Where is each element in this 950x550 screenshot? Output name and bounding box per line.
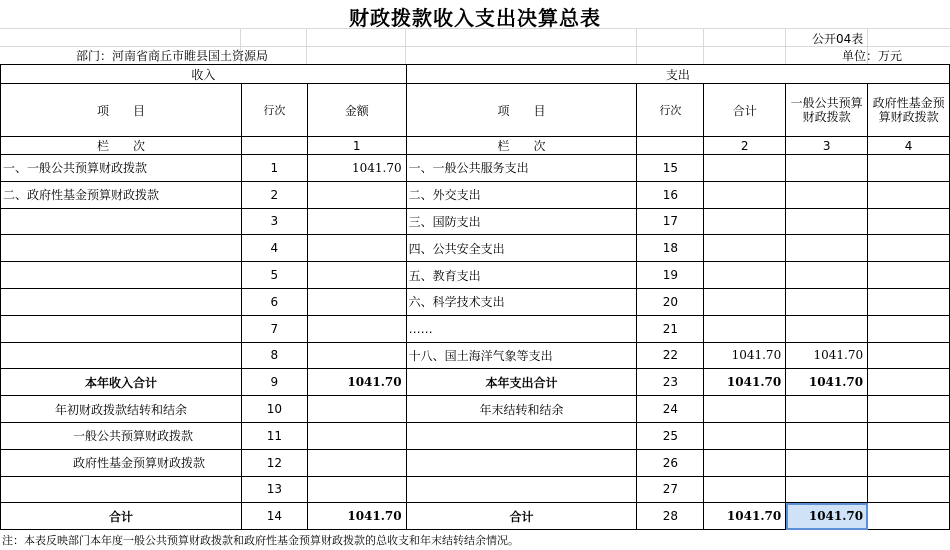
table-row — [1, 235, 950, 262]
total-amount[interactable] — [704, 155, 786, 182]
col-item-income[interactable]: 项 目 — [1, 84, 242, 137]
total-amount[interactable] — [704, 235, 786, 262]
income-item[interactable] — [1, 288, 242, 315]
footnote: 注：本表反映部门本年度一般公共预算财政拨款和政府性基金预算财政拨款的总收支和年末结转结余情况。 — [2, 534, 519, 547]
total-amount[interactable] — [704, 449, 786, 476]
income-item[interactable] — [1, 315, 242, 342]
section-header-row — [1, 65, 950, 84]
general-amount[interactable] — [786, 235, 868, 262]
page-title: 财政拨款收入支出决算总表 — [349, 6, 601, 30]
expense-item[interactable] — [406, 422, 637, 449]
general-amount[interactable] — [786, 449, 868, 476]
blank-cell[interactable] — [637, 137, 704, 155]
fund-amount[interactable] — [868, 288, 950, 315]
income-amount[interactable]: 1041.70 — [307, 369, 406, 396]
lanci-label[interactable]: 栏 次 — [406, 137, 637, 155]
general-amount[interactable] — [786, 396, 868, 423]
fund-amount[interactable] — [868, 262, 950, 289]
income-amount[interactable] — [307, 288, 406, 315]
income-line[interactable]: 12 — [241, 449, 307, 476]
blank-cell[interactable] — [241, 137, 307, 155]
fund-amount[interactable] — [868, 315, 950, 342]
income-amount[interactable] — [307, 235, 406, 262]
general-amount[interactable] — [786, 422, 868, 449]
gridline — [636, 28, 637, 64]
income-item[interactable]: 二、政府性基金预算财政拨款 — [1, 181, 242, 208]
expense-line[interactable]: 20 — [637, 288, 704, 315]
expense-item[interactable] — [406, 476, 637, 503]
fund-amount[interactable] — [868, 396, 950, 423]
income-amount[interactable] — [307, 396, 406, 423]
total-amount[interactable] — [704, 476, 786, 503]
col-amount[interactable]: 金额 — [307, 84, 406, 137]
expense-line[interactable]: 15 — [637, 155, 704, 182]
col-num-total[interactable]: 2 — [704, 137, 786, 155]
total-amount[interactable] — [704, 181, 786, 208]
income-header[interactable]: 收入 — [1, 65, 407, 84]
total-amount[interactable] — [704, 208, 786, 235]
col-num-fund[interactable]: 4 — [868, 137, 950, 155]
expense-item[interactable]: 合计 — [406, 503, 637, 530]
col-line-income[interactable]: 行次 — [241, 84, 307, 137]
total-amount[interactable]: 1041.70 — [704, 503, 786, 530]
total-amount[interactable] — [704, 315, 786, 342]
table-row — [1, 369, 950, 396]
income-amount[interactable]: 1041.70 — [307, 503, 406, 530]
expense-line[interactable]: 28 — [637, 503, 704, 530]
table-row — [1, 503, 950, 530]
col-general-budget[interactable]: 一般公共预算财政拨款 — [786, 84, 868, 137]
fund-amount[interactable] — [868, 342, 950, 369]
table-row — [1, 315, 950, 342]
total-amount[interactable]: 1041.70 — [704, 342, 786, 369]
income-amount[interactable] — [307, 262, 406, 289]
col-num-amount[interactable]: 1 — [307, 137, 406, 155]
income-item[interactable] — [1, 476, 242, 503]
income-item[interactable] — [1, 342, 242, 369]
expense-line[interactable]: 27 — [637, 476, 704, 503]
table-row — [1, 155, 950, 182]
expense-item[interactable]: 三、国防支出 — [406, 208, 637, 235]
expense-line[interactable]: 19 — [637, 262, 704, 289]
total-amount[interactable] — [704, 422, 786, 449]
income-item[interactable]: 年初财政拨款结转和结余 — [1, 396, 242, 423]
income-item[interactable] — [1, 262, 242, 289]
income-amount[interactable] — [307, 422, 406, 449]
general-amount[interactable] — [786, 476, 868, 503]
income-line[interactable]: 4 — [241, 235, 307, 262]
expense-item[interactable]: 六、科学技术支出 — [406, 288, 637, 315]
income-item[interactable] — [1, 208, 242, 235]
col-item-expense[interactable]: 项 目 — [406, 84, 637, 137]
table-row — [1, 342, 950, 369]
income-amount[interactable] — [307, 476, 406, 503]
form-code: 公开04表 — [812, 32, 864, 46]
income-line[interactable]: 11 — [241, 422, 307, 449]
general-amount[interactable] — [786, 181, 868, 208]
general-amount[interactable] — [786, 262, 868, 289]
expense-line[interactable]: 18 — [637, 235, 704, 262]
table-row — [1, 449, 950, 476]
general-amount[interactable] — [786, 288, 868, 315]
income-line[interactable]: 8 — [241, 342, 307, 369]
department-label: 部门：河南省商丘市睢县国土资源局 — [76, 49, 269, 63]
expense-item[interactable]: 四、公共安全支出 — [406, 235, 637, 262]
expense-item[interactable]: 五、教育支出 — [406, 262, 637, 289]
expense-item[interactable]: …… — [406, 315, 637, 342]
income-line[interactable]: 5 — [241, 262, 307, 289]
income-line[interactable]: 7 — [241, 315, 307, 342]
income-line[interactable]: 3 — [241, 208, 307, 235]
income-item[interactable]: 一、一般公共预算财政拨款 — [1, 155, 242, 182]
gridline — [405, 28, 406, 64]
col-fund-budget[interactable]: 政府性基金预算财政拨款 — [868, 84, 950, 137]
table-row — [1, 208, 950, 235]
fund-amount[interactable] — [868, 155, 950, 182]
column-number-row — [1, 137, 950, 155]
fund-amount[interactable] — [868, 208, 950, 235]
fund-amount[interactable] — [868, 369, 950, 396]
expense-item[interactable]: 二、外交支出 — [406, 181, 637, 208]
column-header-row — [1, 84, 950, 137]
total-amount[interactable] — [704, 288, 786, 315]
income-item[interactable]: 政府性基金预算财政拨款 — [1, 449, 242, 476]
expense-line[interactable]: 23 — [637, 369, 704, 396]
expense-line[interactable]: 24 — [637, 396, 704, 423]
income-amount[interactable]: 1041.70 — [307, 155, 406, 182]
general-amount[interactable] — [786, 155, 868, 182]
income-line[interactable]: 6 — [241, 288, 307, 315]
table-row — [1, 262, 950, 289]
gridline — [785, 28, 786, 64]
fund-amount[interactable] — [868, 503, 950, 530]
expense-line[interactable]: 17 — [637, 208, 704, 235]
expense-line[interactable]: 26 — [637, 449, 704, 476]
budget-table — [0, 64, 950, 530]
table-row — [1, 181, 950, 208]
lanci-label[interactable]: 栏 次 — [1, 137, 242, 155]
income-item[interactable]: 本年收入合计 — [1, 369, 242, 396]
general-amount[interactable]: 1041.70 — [786, 342, 868, 369]
table-row — [1, 422, 950, 449]
general-amount[interactable] — [786, 315, 868, 342]
fund-amount[interactable] — [868, 235, 950, 262]
col-num-general[interactable]: 3 — [786, 137, 868, 155]
expense-line[interactable]: 21 — [637, 315, 704, 342]
income-line[interactable]: 10 — [241, 396, 307, 423]
expense-item[interactable]: 年末结转和结余 — [406, 396, 637, 423]
expense-header[interactable]: 支出 — [406, 65, 949, 84]
expense-line[interactable]: 22 — [637, 342, 704, 369]
income-line[interactable]: 2 — [241, 181, 307, 208]
income-line[interactable]: 9 — [241, 369, 307, 396]
expense-item[interactable]: 一、一般公共服务支出 — [406, 155, 637, 182]
general-amount[interactable]: 1041.70 — [786, 503, 868, 530]
total-amount[interactable] — [704, 262, 786, 289]
expense-item[interactable] — [406, 449, 637, 476]
col-total[interactable]: 合计 — [704, 84, 786, 137]
col-line-expense[interactable]: 行次 — [637, 84, 704, 137]
expense-line[interactable]: 16 — [637, 181, 704, 208]
table-body — [1, 155, 950, 530]
expense-item[interactable]: 本年支出合计 — [406, 369, 637, 396]
unit-label: 单位：万元 — [842, 49, 903, 63]
income-amount[interactable] — [307, 181, 406, 208]
fund-amount[interactable] — [868, 449, 950, 476]
table-row — [1, 396, 950, 423]
gridline — [306, 28, 307, 64]
income-amount[interactable] — [307, 449, 406, 476]
income-item[interactable]: 合计 — [1, 503, 242, 530]
income-amount[interactable] — [307, 208, 406, 235]
total-amount[interactable] — [704, 396, 786, 423]
general-amount[interactable]: 1041.70 — [786, 369, 868, 396]
fund-amount[interactable] — [868, 476, 950, 503]
total-amount[interactable]: 1041.70 — [704, 369, 786, 396]
income-item[interactable] — [1, 235, 242, 262]
fund-amount[interactable] — [868, 181, 950, 208]
expense-line[interactable]: 25 — [637, 422, 704, 449]
income-line[interactable]: 1 — [241, 155, 307, 182]
gridline — [703, 28, 704, 64]
general-amount[interactable] — [786, 208, 868, 235]
income-amount[interactable] — [307, 342, 406, 369]
income-amount[interactable] — [307, 315, 406, 342]
fund-amount[interactable] — [868, 422, 950, 449]
income-item[interactable]: 一般公共预算财政拨款 — [1, 422, 242, 449]
income-line[interactable]: 14 — [241, 503, 307, 530]
table-row — [1, 288, 950, 315]
table-row — [1, 476, 950, 503]
income-line[interactable]: 13 — [241, 476, 307, 503]
expense-item[interactable]: 十八、国土海洋气象等支出 — [406, 342, 637, 369]
